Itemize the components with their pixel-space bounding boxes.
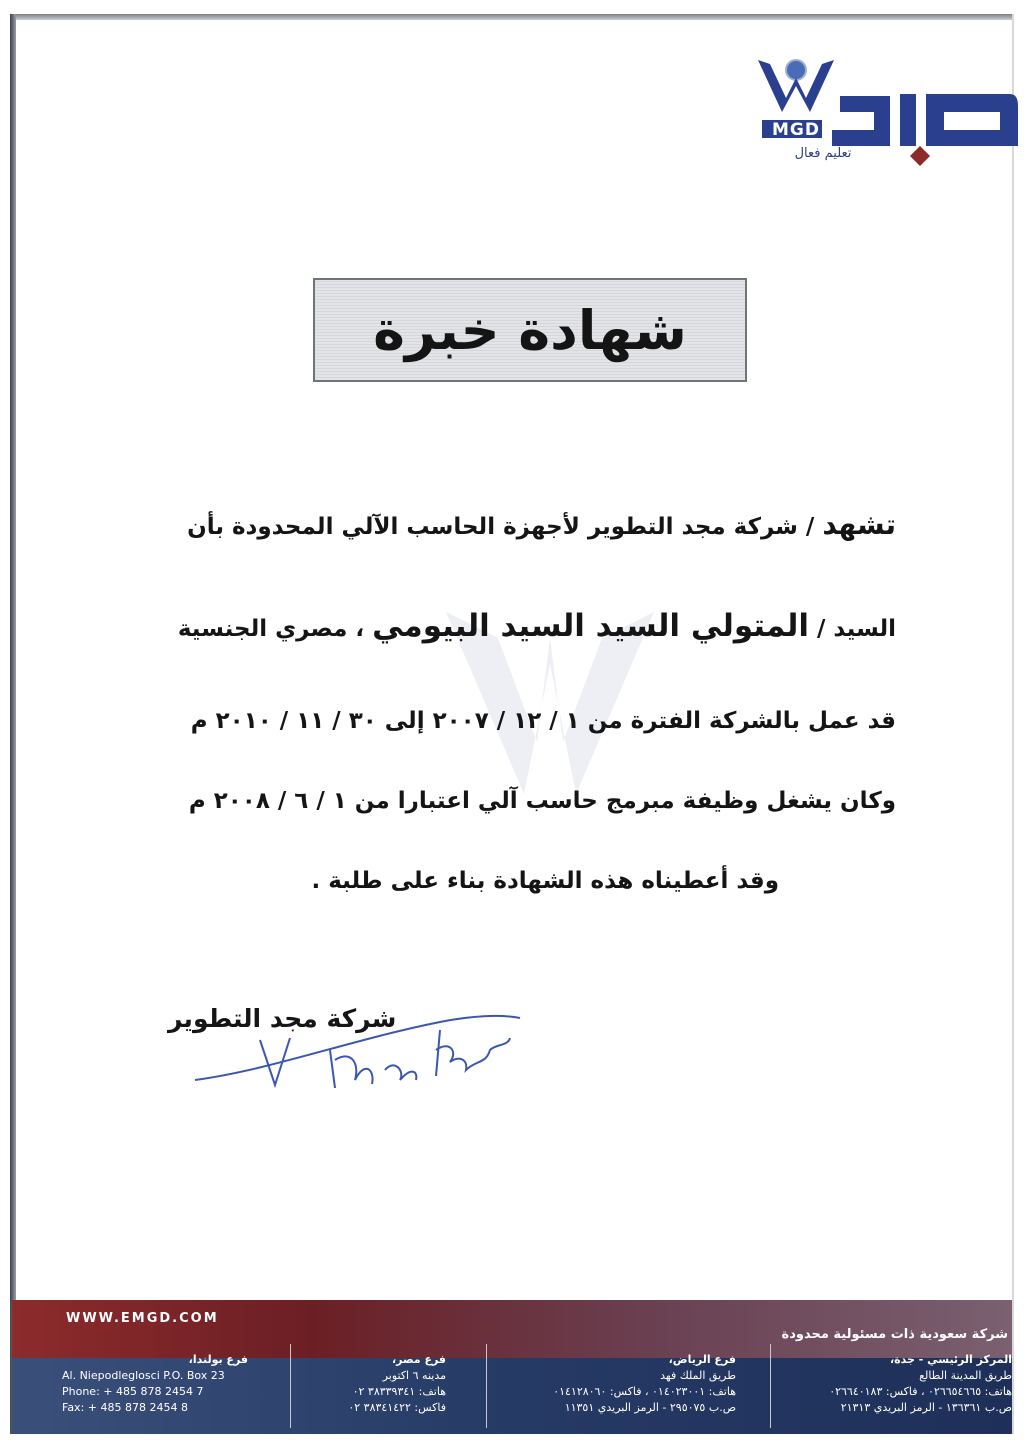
footer-website: WWW.EMGD.COM bbox=[66, 1311, 219, 1326]
body-line-2-text: ، مصري الجنسية bbox=[177, 616, 373, 642]
branch-jeddah-phone: هاتف: ٠٢٦٦٥٤٦٦٥ ، فاكس: ٠٢٦٦٤٠١٨٣ bbox=[829, 1385, 1012, 1398]
body-line-3: قد عمل بالشركة الفترة من ١ / ١٢ / ٢٠٠٧ إلى ٣٠ / ١١ / ٢٠١٠ م bbox=[190, 708, 896, 734]
branch-poland-phone: Phone: + 485 878 2454 7 bbox=[62, 1385, 204, 1398]
branch-poland-fax: Fax: + 485 878 2454 8 bbox=[62, 1401, 188, 1414]
branch-riyadh-phone: هاتف: ٠١٤٠٢٣٠٠١ ، فاكس: ٠١٤١٢٨٠٦٠ bbox=[553, 1385, 736, 1398]
branch-jeddah-address: طريق المدينة الطالع bbox=[919, 1369, 1012, 1382]
logo-brand-ar bbox=[740, 50, 741, 51]
body-line-1-text: / شركة مجد التطوير لأجهزة الحاسب الآلي المحدودة بأن bbox=[187, 514, 823, 540]
logo-brand-en: MGD bbox=[772, 120, 820, 140]
footer-divider bbox=[486, 1344, 487, 1428]
branch-riyadh-pobox: ص.ب ٢٩٥٠٧٥ - الرمز البريدي ١١٣٥١ bbox=[564, 1401, 736, 1414]
branch-riyadh bbox=[500, 1352, 736, 1416]
branch-poland-address: Al. Niepodleglosci P.O. Box 23 bbox=[62, 1369, 225, 1382]
branch-egypt-title: فرع مصر، bbox=[391, 1353, 446, 1366]
certificate-title-box bbox=[313, 278, 747, 382]
branch-egypt-fax: فاكس: ٣٨٣٤١٤٢٢ ٠٢ bbox=[348, 1401, 446, 1414]
certificate-title: شهادة خبرة bbox=[373, 298, 687, 362]
scan-edge-top bbox=[14, 14, 1014, 20]
branch-jeddah-title: المركز الرئيسي - جدة، bbox=[889, 1353, 1012, 1366]
body-line-5: وقد أعطيناه هذه الشهادة بناء على طلبة . bbox=[311, 868, 779, 894]
signature-label: شركة مجد التطوير bbox=[168, 1004, 397, 1033]
branch-egypt bbox=[306, 1352, 446, 1416]
branch-jeddah-pobox: ص.ب ١٣٦٣٦١ - الرمز البريدي ٢١٣١٣ bbox=[840, 1401, 1012, 1414]
body-line-4: وكان يشغل وظيفة مبرمج حاسب آلي اعتبارا من ١ / ٦ / ٢٠٠٨ م bbox=[188, 788, 896, 814]
body-line-2 bbox=[176, 608, 896, 644]
footer-company-type: شركة سعودية ذات مسئولية محدودة bbox=[781, 1327, 1008, 1342]
branch-egypt-address: مدينه ٦ اكتوبر bbox=[382, 1369, 446, 1382]
scan-edge-left bbox=[10, 14, 16, 1434]
logo-tagline: تعليم فعال bbox=[794, 146, 852, 161]
employee-name: المتولي السيد السيد البيومي bbox=[372, 608, 809, 644]
branch-riyadh-address: طريق الملك فهد bbox=[660, 1369, 736, 1382]
watermark-logo bbox=[420, 560, 680, 820]
branch-poland bbox=[62, 1352, 248, 1416]
handwritten-signature bbox=[190, 1000, 530, 1100]
branch-poland-title: فرع بولندا، bbox=[188, 1353, 248, 1366]
body-line-2-lead: السيد / bbox=[808, 616, 896, 642]
signature-text: Maha Rayan bbox=[190, 1000, 197, 1001]
footer-divider bbox=[770, 1344, 771, 1428]
branch-jeddah bbox=[786, 1352, 1012, 1416]
body-line-1-lead: تشهد bbox=[822, 508, 896, 541]
body-line-1 bbox=[176, 508, 896, 541]
branch-egypt-phone: هاتف: ٣٨٣٣٩٣٤١ ٠٢ bbox=[352, 1385, 446, 1398]
footer-divider bbox=[290, 1344, 291, 1428]
branch-riyadh-title: فرع الرياض، bbox=[668, 1353, 736, 1366]
scan-edge-right bbox=[1012, 14, 1014, 1434]
